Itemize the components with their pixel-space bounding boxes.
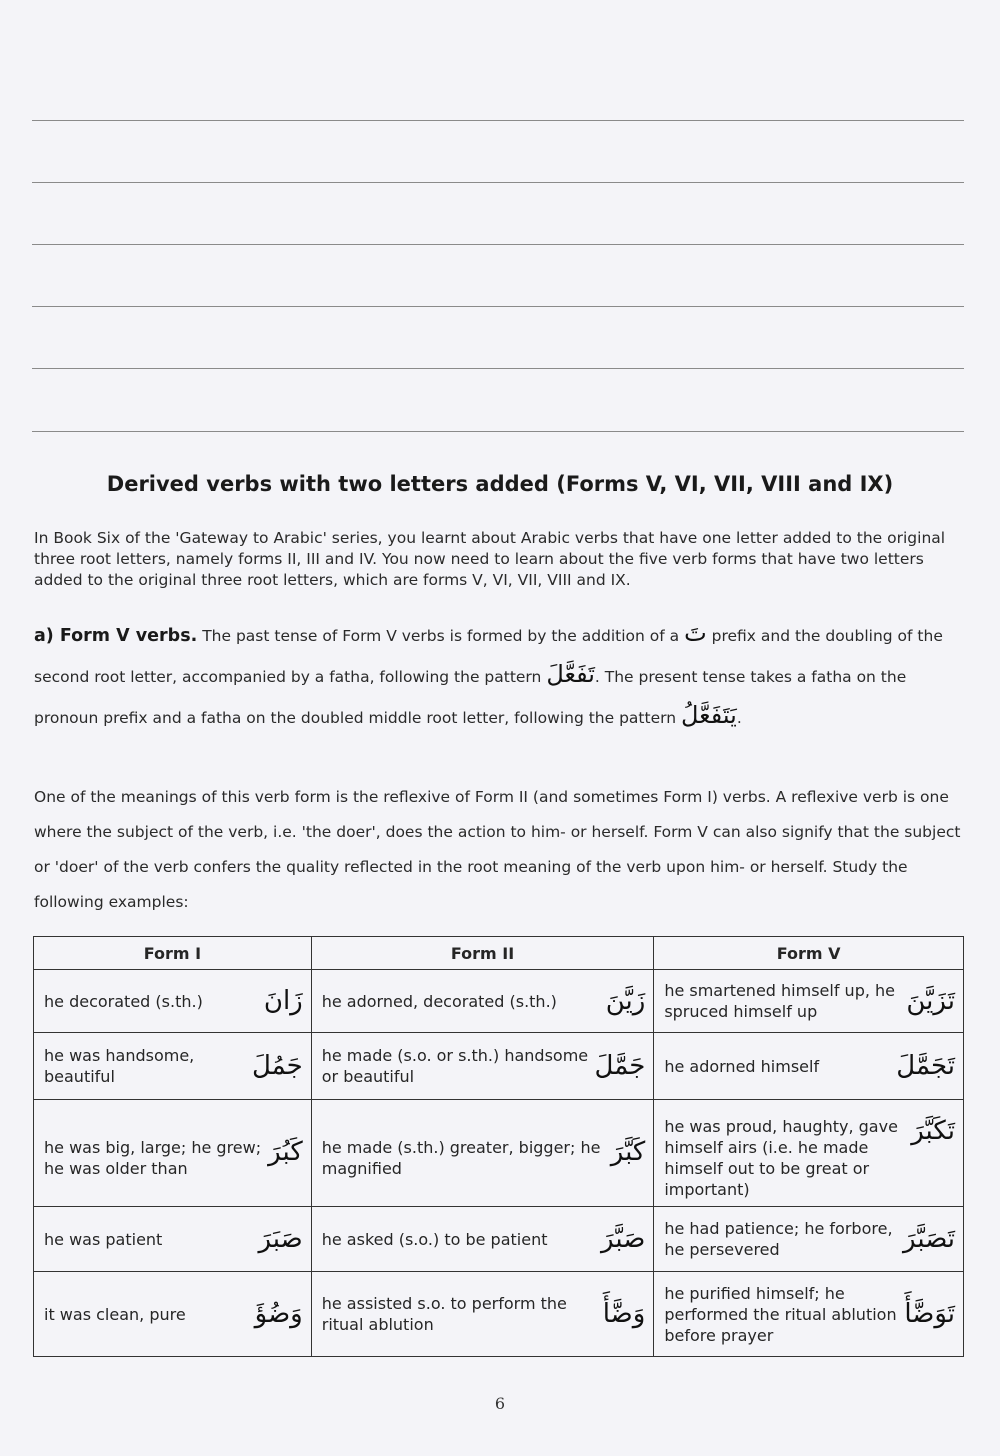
form5-arabic: تَجَمَّلَ [896,1051,955,1081]
form1-meaning: he was handsome, beautiful [44,1046,195,1086]
form2-meaning: he made (s.th.) greater, bigger; he magnified [321,1138,601,1178]
form2-arabic: صَبَّرَ [601,1224,646,1254]
table-row [34,1272,964,1357]
form5-meaning: he purified himself; he performed the ritual ablution before prayer [664,1283,897,1345]
table-row [34,1207,964,1272]
form1-meaning: he was patient [44,1229,163,1249]
form5-cell [654,970,964,1033]
form5-cell [654,1033,964,1100]
pattern-past-arabic: تَفَعَّلَ [546,660,595,688]
form1-arabic: جَمُلَ [251,1051,303,1081]
form5-meaning: he had patience; he forbore, he persevered [664,1219,893,1259]
form5-cell [654,1207,964,1272]
form2-arabic: جَمَّلَ [594,1051,646,1081]
form2-meaning: he asked (s.o.) to be patient [321,1229,548,1249]
form5-meaning: he adorned himself [664,1056,820,1076]
form5-arabic: تَكَبَّرَ [911,1116,955,1146]
form1-cell [34,1272,312,1357]
table-row [34,970,964,1033]
form2-meaning: he assisted s.o. to perform the ritual ablution [321,1294,567,1334]
form5-cell [654,1100,964,1207]
form1-cell [34,1100,312,1207]
writing-line-2 [32,182,964,183]
form1-arabic: كَبُرَ [268,1137,303,1167]
form2-arabic: وَضَّأَ [602,1299,646,1329]
form5-arabic: تَزَيَّنَ [906,986,955,1016]
form1-cell [34,1033,312,1100]
form1-cell [34,1207,312,1272]
writing-line-4 [32,306,964,307]
header-form-2: Form II [311,937,654,970]
header-form-1: Form I [34,937,312,970]
form2-cell [311,1100,654,1207]
form2-cell [311,1207,654,1272]
form5-text-1: The past tense of Form V verbs is formed by the addition of a [202,627,680,645]
form1-meaning: it was clean, pure [44,1304,186,1324]
form2-meaning: he made (s.o. or s.th.) handsome or beautiful [321,1046,589,1086]
form5-meaning: he smartened himself up, he spruced himself up [664,981,895,1021]
form1-meaning: he was big, large; he grew; he was older than [44,1138,262,1178]
page-number: 6 [494,1394,506,1413]
form5-arabic: تَصَبَّرَ [903,1224,955,1254]
form1-arabic: وَضُؤَ [254,1299,303,1329]
prefix-arabic: تَ [684,619,707,647]
form2-arabic: زَيَّنَ [605,986,646,1016]
table-header-row [34,937,964,970]
form5-label: a) Form V verbs. [34,626,198,646]
form5-paragraph [34,614,969,737]
form1-arabic: صَبَرَ [258,1224,303,1254]
writing-line-6 [32,431,964,432]
form2-cell [311,1272,654,1357]
verb-forms-table [33,936,964,1357]
form5-text-4: . [736,709,742,727]
header-form-5: Form V [654,937,964,970]
form5-cell [654,1272,964,1357]
form1-arabic: زَانَ [263,986,303,1016]
form2-arabic: كَبَّرَ [610,1137,646,1167]
form1-meaning: he decorated (s.th.) [44,991,203,1011]
form5-meaning: he was proud, haughty, gave himself airs (i.e. he made himself out to be great or important) [664,1117,898,1199]
table-row [34,1033,964,1100]
form5-text-3: . The present tense takes a fatha on the pronoun prefix and a fatha on the doubled middle root letter, following the pattern [34,668,907,727]
meaning-paragraph: One of the meanings of this verb form is the reflexive of Form II (and sometimes Form I) verbs. A reflexive verb is one where the subject of the verb, i.e. 'the doer', does the action to him- or herself. Form V can also signify that the subject or 'doer' of the verb confers the quality reflected in the root meaning of the verb upon him- or herself. Study the following examples: [34,788,961,911]
table-row [34,1100,964,1207]
pattern-present-arabic: يَتَفَعَّلُ [680,701,737,729]
form5-arabic: تَوَضَّأَ [904,1299,955,1329]
form5-text-2: prefix and the doubling of the second root letter, accompanied by a fatha, following the pattern [34,627,943,686]
section-heading: Derived verbs with two letters added (Forms V, VI, VII, VIII and IX) [106,472,894,496]
writing-line-1 [32,120,964,121]
form1-cell [34,970,312,1033]
form2-cell [311,970,654,1033]
form2-meaning: he adorned, decorated (s.th.) [321,991,557,1011]
writing-line-5 [32,368,964,369]
form2-cell [311,1033,654,1100]
intro-paragraph: In Book Six of the 'Gateway to Arabic' series, you learnt about Arabic verbs that have one letter added to the original three root letters, namely forms II, III and IV. You now need to learn about the five verb forms that have two letters added to the original three root letters, which are forms V, VI, VII, VIII and IX. [34,529,946,589]
writing-line-3 [32,244,964,245]
